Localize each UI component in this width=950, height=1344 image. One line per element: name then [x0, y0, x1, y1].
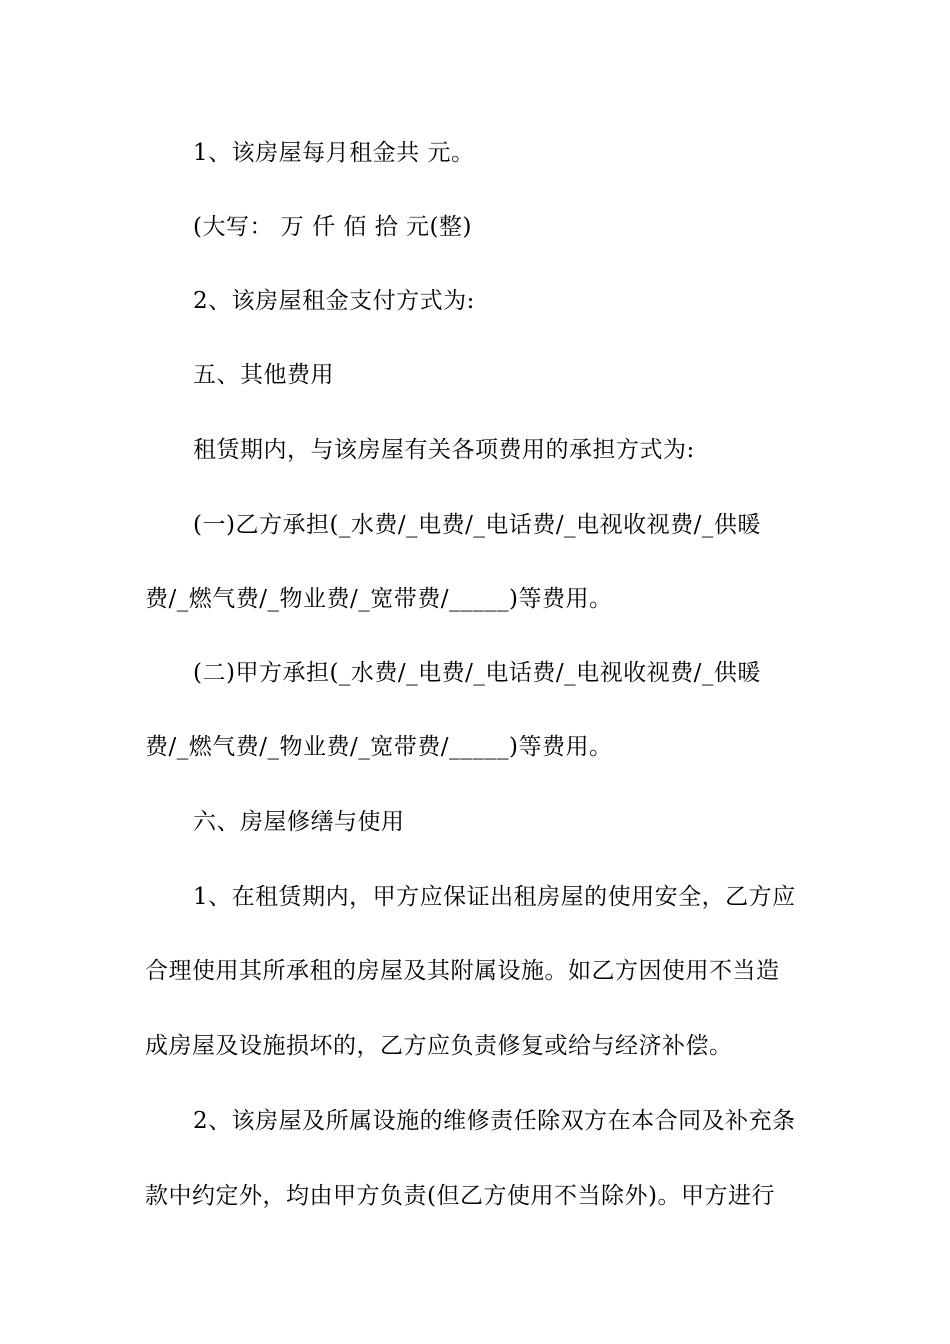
repair-clause-1-line-3: 成房屋及设施损坏的，乙方应负责修复或给与经济补偿。 — [145, 1033, 733, 1059]
rent-amount-line: 1、该房屋每月租金共 元。 — [193, 140, 475, 166]
repair-clause-2-line-2: 款中约定外，均由甲方负责(但乙方使用不当除外)。甲方进行 — [145, 1183, 775, 1209]
rent-amount-capital-line: (大写： 万 仟 佰 拾 元(整) — [193, 214, 472, 240]
section-five-heading: 五、其他费用 — [193, 362, 334, 388]
repair-clause-1-line-1: 1、在租赁期内，甲方应保证出租房屋的使用安全，乙方应 — [193, 884, 796, 910]
repair-clause-1-line-2: 合理使用其所承租的房屋及其附属设施。如乙方因使用不当造 — [145, 958, 780, 984]
section-six-heading: 六、房屋修缮与使用 — [193, 809, 405, 835]
fees-intro-line: 租赁期内，与该房屋有关各项费用的承担方式为: — [193, 437, 695, 463]
party-a-fees-line-2: 费/_燃气费/_物业费/_宽带费/_____)等费用。 — [145, 734, 613, 760]
party-b-fees-line-1: (一)乙方承担(_水费/_电费/_电话费/_电视收视费/_供暖 — [193, 512, 761, 538]
party-a-fees-line-1: (二)甲方承担(_水费/_电费/_电话费/_电视收视费/_供暖 — [193, 660, 761, 686]
party-b-fees-line-2: 费/_燃气费/_物业费/_宽带费/_____)等费用。 — [145, 586, 613, 612]
repair-clause-2-line-1: 2、该房屋及所属设施的维修责任除双方在本合同及补充条 — [193, 1108, 796, 1134]
rent-payment-method-line: 2、该房屋租金支付方式为: — [193, 288, 475, 314]
